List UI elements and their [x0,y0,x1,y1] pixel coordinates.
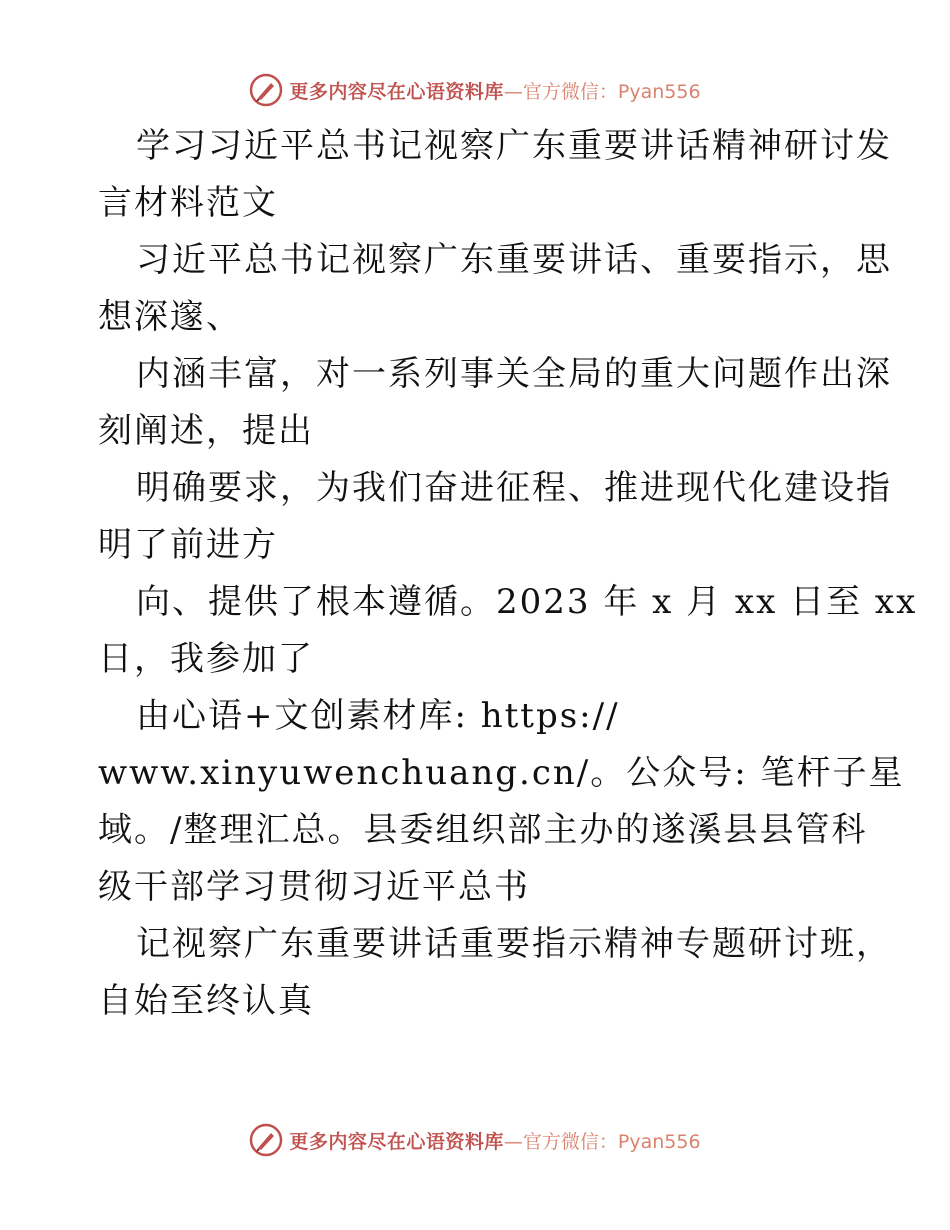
document-body [98,118,918,1030]
text-line: 内涵丰富，对一系列事关全局的重大问题作出深 [136,354,892,394]
text-line: 言材料范文 [98,183,278,223]
text-line: 明确要求，为我们奋进征程、推进现代化建设指 [136,468,892,508]
text-line: 学习习近平总书记视察广东重要讲话精神研讨发 [136,126,892,166]
text-line: 刻阐述，提出 [98,411,314,451]
text-line: 习近平总书记视察广东重要讲话、重要指示，思 [136,240,892,280]
banner-text: 更多内容尽在心语资料库 [289,80,504,103]
text-line: 想深邃、 [98,297,242,337]
pen-logo-icon [249,73,283,107]
text-line: 由心语+文创素材库: https:// [136,696,620,736]
footer-banner [0,1120,950,1160]
header-banner [0,70,950,110]
banner-contact: —官方微信：Pyan556 [503,1130,701,1153]
text-line: 向、提供了根本遵循。2023 年 x 月 xx 日至 xx [136,582,918,622]
banner-contact: —官方微信：Pyan556 [503,80,701,103]
text-line: www.xinyuwenchuang.cn/。公众号: 笔杆子星 [98,753,905,793]
text-line: 明了前进方 [98,525,278,565]
text-line: 日，我参加了 [98,639,314,679]
banner-text: 更多内容尽在心语资料库 [289,1130,504,1153]
text-line: 级干部学习贯彻习近平总书 [98,867,530,907]
text-line: 记视察广东重要讲话重要指示精神专题研讨班， [136,924,892,964]
text-line: 自始至终认真 [98,981,314,1021]
pen-logo-icon [249,1123,283,1157]
text-line: 域。/整理汇总。县委组织部主办的遂溪县县管科 [98,810,868,850]
